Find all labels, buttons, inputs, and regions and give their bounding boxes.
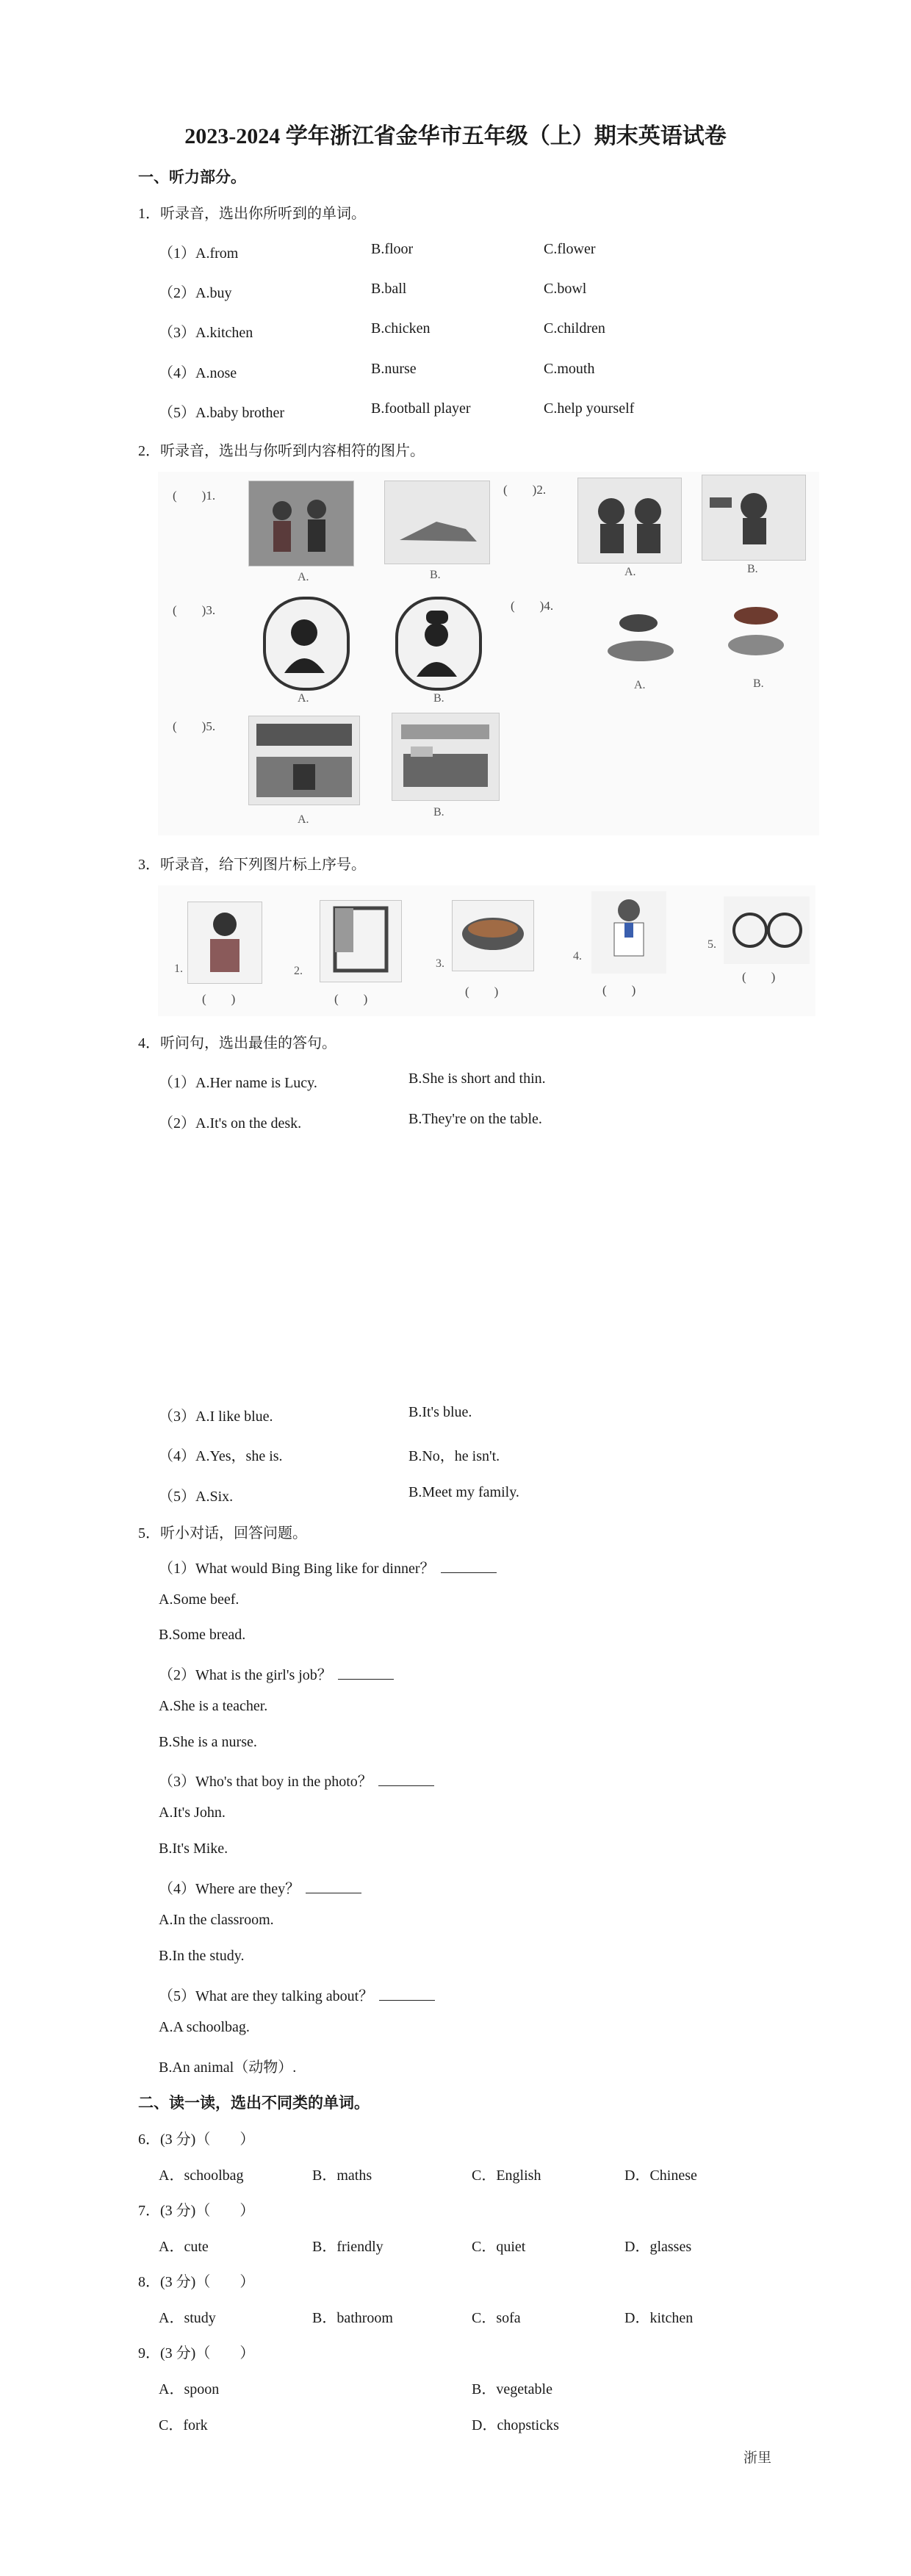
q1-row-1-a: （1）A.from bbox=[159, 245, 239, 262]
q3-picture-2 bbox=[320, 900, 402, 982]
q3-number-5: 5. bbox=[707, 938, 716, 951]
q2-item-4-picture-b bbox=[715, 597, 797, 672]
q7-option-a[interactable]: A．cute bbox=[159, 2239, 209, 2255]
q8-option-d[interactable]: D．kitchen bbox=[624, 2310, 694, 2326]
soup-bowl-icon bbox=[453, 901, 533, 971]
q2-item-1-paren: ( )1. bbox=[173, 489, 216, 503]
shoe-icon bbox=[385, 481, 489, 564]
q3-paren-4: ( ) bbox=[602, 983, 636, 997]
people-icon bbox=[249, 481, 353, 566]
question-8-stem: 8．(3 分)（ ） bbox=[138, 2274, 255, 2290]
question-3-picture-strip bbox=[158, 885, 815, 1016]
q1-row-4-b: B.nurse bbox=[371, 361, 417, 377]
q3-picture-5 bbox=[724, 896, 810, 964]
section-heading-listening: 一、听力部分。 bbox=[138, 168, 246, 186]
q5-item-5-question bbox=[159, 1984, 435, 2005]
q3-picture-3 bbox=[452, 900, 534, 971]
q5-item-4-question bbox=[159, 1877, 361, 1898]
footer-watermark: 浙里 bbox=[743, 2450, 771, 2466]
q2-item-4-label-b: B. bbox=[753, 677, 764, 690]
q1-row-5-a: （5）A.baby brother bbox=[159, 405, 285, 421]
q1-row-1-c: C.flower bbox=[544, 241, 596, 257]
q4-row-1-b: B.She is short and thin. bbox=[408, 1071, 546, 1087]
q1-row-5-b: B.football player bbox=[371, 400, 471, 417]
q2-item-4-label-a: A. bbox=[634, 679, 646, 691]
q5-item-4-question-text: （4）Where are they？ bbox=[159, 1881, 300, 1897]
q1-row-4-a: （4）A.nose bbox=[159, 365, 237, 381]
q2-item-4-picture-a bbox=[597, 600, 683, 672]
q3-number-1: 1. bbox=[174, 963, 183, 975]
q5-item-1-question bbox=[159, 1556, 497, 1577]
q5-item-2-question-text: （2）What is the girl's job？ bbox=[159, 1667, 332, 1683]
q5-item-1-answer-blank[interactable] bbox=[441, 1559, 497, 1573]
q5-item-5-answer-blank[interactable] bbox=[379, 1987, 435, 2001]
q2-item-1-picture-b bbox=[384, 481, 490, 564]
q3-number-2: 2. bbox=[294, 965, 303, 977]
question-5-stem: 5．听小对话，回答问题。 bbox=[138, 1525, 307, 1541]
q2-item-3-label-a: A. bbox=[298, 692, 309, 705]
q1-row-4-c: C.mouth bbox=[544, 361, 595, 377]
q3-paren-2: ( ) bbox=[334, 992, 368, 1006]
q2-item-3-label-b: B. bbox=[433, 692, 444, 705]
q4-row-2-b: B.They're on the table. bbox=[408, 1111, 542, 1127]
q2-item-1-label-a: A. bbox=[298, 571, 309, 583]
kitchen-icon bbox=[249, 716, 359, 805]
question-2-picture-grid bbox=[158, 472, 819, 835]
q7-option-d[interactable]: D．glasses bbox=[624, 2239, 692, 2255]
q1-row-3-c: C.children bbox=[544, 320, 605, 337]
q4-row-3-a: （3）A.I like blue. bbox=[159, 1408, 273, 1425]
q5-item-3-option-a: A.It's John. bbox=[159, 1805, 226, 1821]
q9-option-d[interactable]: D．chopsticks bbox=[472, 2417, 559, 2433]
q1-row-5-c: C.help yourself bbox=[544, 400, 635, 417]
q5-item-2-question bbox=[159, 1663, 394, 1684]
bedroom-icon bbox=[392, 713, 499, 800]
doctor-silhouette-icon bbox=[266, 600, 347, 688]
q5-item-5-option-a: A.A schoolbag. bbox=[159, 2019, 250, 2035]
q1-row-2-a: （2）A.buy bbox=[159, 285, 232, 301]
q4-row-4-b: B.No，he isn't. bbox=[408, 1448, 500, 1464]
fish-plate-icon bbox=[716, 597, 796, 671]
glasses-icon bbox=[724, 897, 809, 963]
page-title: 2023-2024 学年浙江省金华市五年级（上）期末英语试卷 bbox=[184, 124, 727, 148]
q6-option-c[interactable]: C．English bbox=[472, 2167, 541, 2184]
q2-item-3-picture-a bbox=[263, 597, 350, 691]
q3-paren-5: ( ) bbox=[742, 970, 776, 984]
q9-option-b[interactable]: B．vegetable bbox=[472, 2381, 552, 2397]
q1-row-2-b: B.ball bbox=[371, 281, 407, 297]
q1-row-3-a: （3）A.kitchen bbox=[159, 325, 253, 341]
doctor-icon bbox=[592, 892, 666, 973]
q5-item-2-answer-blank[interactable] bbox=[338, 1666, 394, 1680]
q3-number-3: 3. bbox=[436, 957, 444, 970]
q4-row-4-a: （4）A.Yes，she is. bbox=[159, 1448, 283, 1464]
q5-item-4-option-b: B.In the study. bbox=[159, 1948, 245, 1964]
q9-option-a[interactable]: A．spoon bbox=[159, 2381, 220, 2397]
q8-option-b[interactable]: B．bathroom bbox=[312, 2310, 393, 2326]
q6-option-b[interactable]: B．maths bbox=[312, 2167, 372, 2184]
q2-item-1-label-b: B. bbox=[430, 569, 441, 581]
q5-item-3-question bbox=[159, 1769, 434, 1791]
q5-item-4-answer-blank[interactable] bbox=[306, 1879, 361, 1893]
q2-item-5-label-a: A. bbox=[298, 813, 309, 826]
section-heading-odd-one-out: 二、读一读，选出不同类的单词。 bbox=[138, 2094, 370, 2112]
q2-item-2-picture-a bbox=[577, 478, 682, 564]
q3-picture-1 bbox=[187, 902, 262, 984]
q9-option-c[interactable]: C．fork bbox=[159, 2417, 208, 2433]
q1-row-3-b: B.chicken bbox=[371, 320, 431, 337]
q2-item-2-label-b: B. bbox=[747, 563, 758, 575]
question-2-stem: 2．听录音，选出与你听到内容相符的图片。 bbox=[138, 443, 425, 459]
q2-item-2-label-a: A. bbox=[624, 566, 636, 578]
question-3-stem: 3．听录音，给下列图片标上序号。 bbox=[138, 857, 366, 873]
question-9-stem: 9．(3 分)（ ） bbox=[138, 2345, 255, 2361]
q5-item-5-option-b: B.An animal（动物）. bbox=[159, 2059, 297, 2076]
q5-item-2-option-b: B.She is a nurse. bbox=[159, 1734, 257, 1750]
q3-paren-1: ( ) bbox=[202, 992, 236, 1006]
q4-row-5-a: （5）A.Six. bbox=[159, 1489, 234, 1505]
girl-reading-icon bbox=[188, 902, 262, 983]
q6-option-a[interactable]: A．schoolbag bbox=[159, 2167, 244, 2184]
q5-item-1-question-text: （1）What would Bing Bing like for dinner？ bbox=[159, 1561, 435, 1577]
window-curtain-icon bbox=[320, 901, 401, 982]
q6-option-d[interactable]: D．Chinese bbox=[624, 2167, 697, 2184]
q5-item-3-answer-blank[interactable] bbox=[378, 1772, 434, 1786]
q2-item-4-paren: ( )4. bbox=[511, 599, 554, 613]
q2-item-2-picture-b bbox=[702, 475, 806, 561]
cook-silhouette-icon bbox=[398, 600, 479, 688]
question-4-stem: 4．听问句，选出最佳的答句。 bbox=[138, 1035, 336, 1051]
q5-item-5-question-text: （5）What are they talking about？ bbox=[159, 1988, 374, 2004]
q1-row-2-c: C.bowl bbox=[544, 281, 587, 297]
q2-item-5-picture-b bbox=[392, 713, 500, 801]
q7-option-b[interactable]: B．friendly bbox=[312, 2239, 384, 2255]
q5-item-4-option-a: A.In the classroom. bbox=[159, 1912, 274, 1928]
q7-option-c[interactable]: C．quiet bbox=[472, 2239, 526, 2255]
q1-row-1-b: B.floor bbox=[371, 241, 414, 257]
q2-item-5-paren: ( )5. bbox=[173, 719, 216, 733]
q4-row-3-b: B.It's blue. bbox=[408, 1404, 472, 1420]
q2-item-5-label-b: B. bbox=[433, 806, 444, 819]
q8-option-a[interactable]: A．study bbox=[159, 2310, 216, 2326]
q2-item-5-picture-a bbox=[248, 716, 360, 805]
question-1-stem: 1．听录音，选出你所听到的单词。 bbox=[138, 206, 366, 222]
q3-paren-3: ( ) bbox=[465, 985, 499, 999]
question-6-stem: 6．(3 分)（ ） bbox=[138, 2131, 255, 2148]
q8-option-c[interactable]: C．sofa bbox=[472, 2310, 521, 2326]
q2-item-1-picture-a bbox=[248, 481, 354, 566]
q4-row-2-a: （2）A.It's on the desk. bbox=[159, 1115, 302, 1132]
bear-shoes-icon bbox=[702, 475, 805, 560]
q4-row-5-b: B.Meet my family. bbox=[408, 1484, 519, 1500]
q4-row-1-a: （1）A.Her name is Lucy. bbox=[159, 1075, 317, 1091]
q5-item-2-option-a: A.She is a teacher. bbox=[159, 1698, 268, 1714]
question-7-stem: 7．(3 分)（ ） bbox=[138, 2203, 255, 2219]
q3-picture-4 bbox=[591, 891, 666, 974]
noodle-bowl-icon bbox=[598, 601, 683, 671]
q5-item-3-option-b: B.It's Mike. bbox=[159, 1841, 228, 1857]
q5-item-3-question-text: （3）Who's that boy in the photo？ bbox=[159, 1774, 372, 1790]
q5-item-1-option-a: A.Some beef. bbox=[159, 1591, 240, 1608]
q5-item-1-option-b: B.Some bread. bbox=[159, 1627, 246, 1643]
bears-icon bbox=[578, 478, 681, 563]
q2-item-3-paren: ( )3. bbox=[173, 603, 216, 617]
q2-item-2-paren: ( )2. bbox=[503, 483, 547, 497]
q3-number-4: 4. bbox=[573, 950, 582, 963]
q2-item-3-picture-b bbox=[395, 597, 482, 691]
